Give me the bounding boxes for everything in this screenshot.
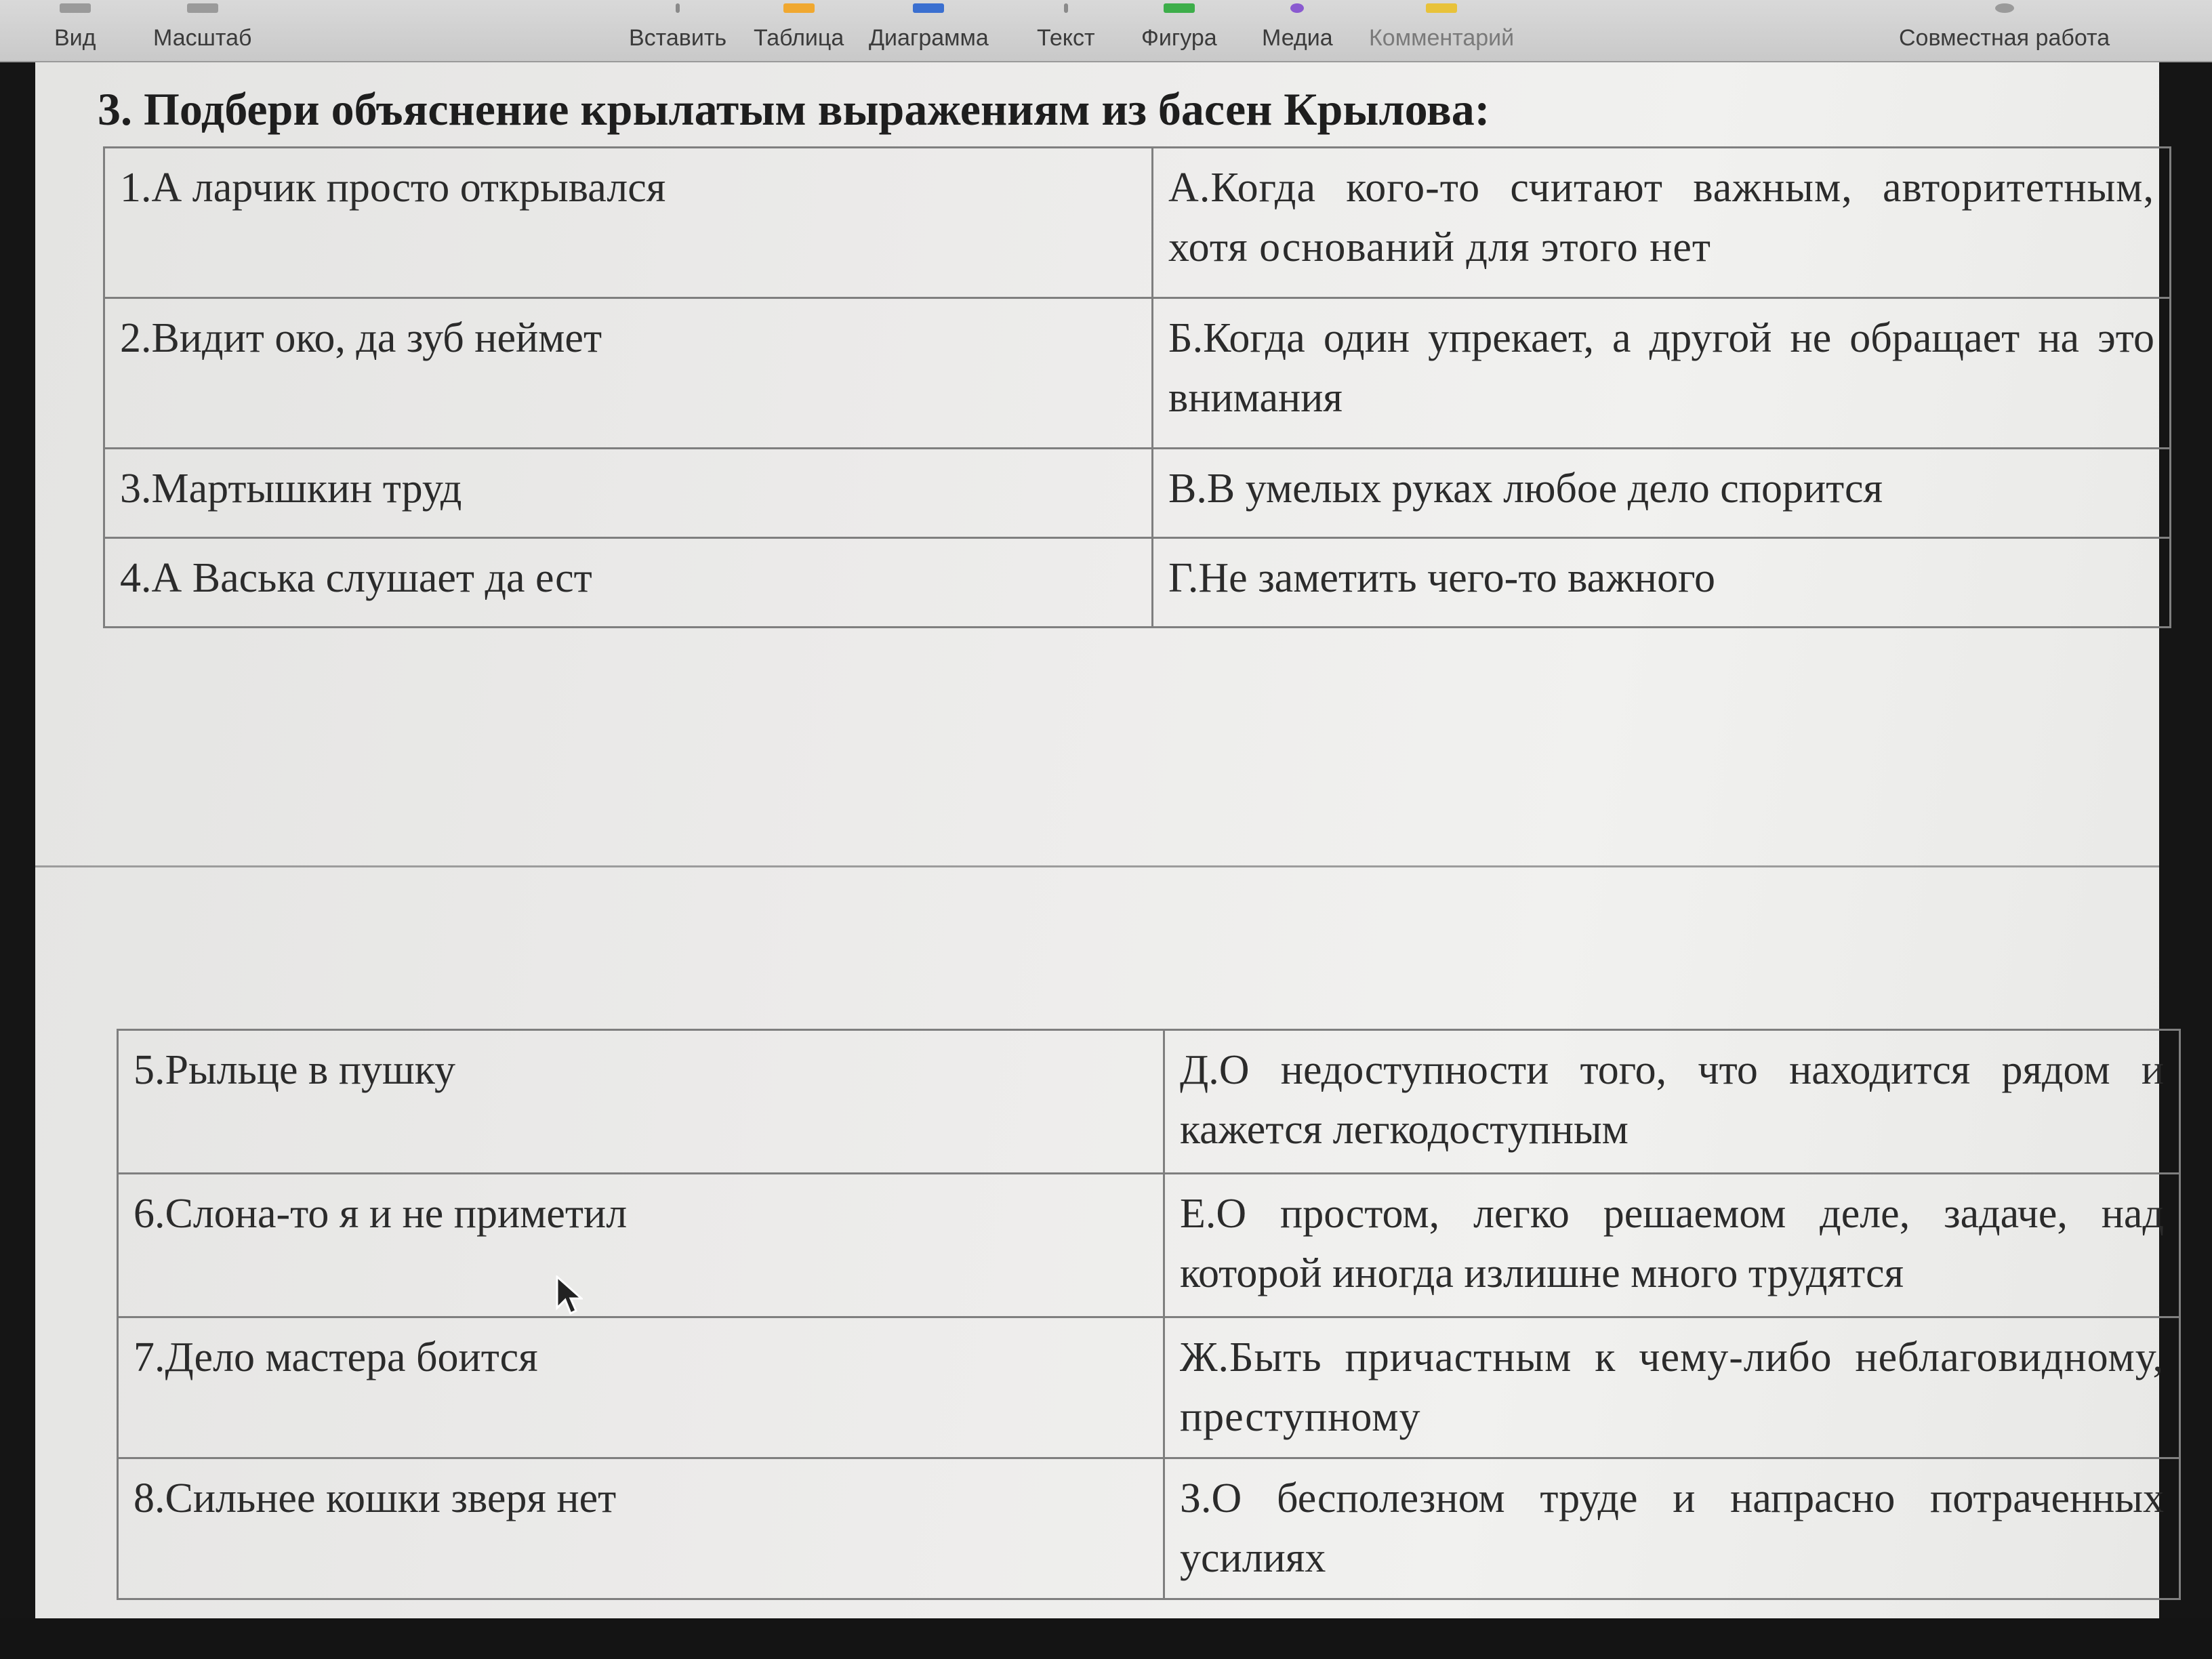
meaning-cell[interactable]: Г.Не заметить чего-то важного (1153, 538, 2171, 628)
mouse-cursor-icon (556, 1275, 583, 1316)
table-icon (783, 3, 815, 13)
insert-label: Вставить (629, 25, 727, 51)
text-icon (1064, 3, 1068, 13)
matching-table-1[interactable] (103, 146, 2171, 628)
phrase-cell[interactable]: 1.А ларчик просто открывался (104, 148, 1153, 298)
table-row (118, 1458, 2180, 1599)
insert-icon (676, 3, 680, 13)
toolbar (0, 0, 2212, 62)
shape-icon (1164, 3, 1195, 13)
table-row (118, 1317, 2180, 1458)
table-row (104, 449, 2171, 538)
collaborate-button[interactable] (1899, 0, 2110, 60)
phrase-cell[interactable]: 3.Мартышкин труд (104, 449, 1153, 538)
phrase-cell[interactable]: 4.А Васька слушает да ест (104, 538, 1153, 628)
media-button[interactable] (1262, 0, 1333, 60)
view-icon (60, 3, 91, 13)
table-row (118, 1030, 2180, 1174)
meaning-cell[interactable]: Д.О недоступности того, что находится рядом и кажется легкодоступным (1164, 1030, 2180, 1174)
chart-label: Диаграмма (869, 25, 989, 51)
phrase-cell[interactable]: 8.Сильнее кошки зверя нет (118, 1458, 1164, 1599)
zoom-icon (187, 3, 218, 13)
document-page[interactable] (35, 62, 2164, 1618)
media-label: Медиа (1262, 25, 1333, 51)
matching-table-2[interactable] (117, 1029, 2181, 1600)
comment-icon (1426, 3, 1457, 13)
table-row (118, 1174, 2180, 1317)
view-label: Вид (54, 25, 96, 51)
page-title: 3. Подбери объяснение крылатым выражениям из басен Крылова: (98, 83, 1490, 135)
table-row (104, 538, 2171, 628)
phrase-cell[interactable]: 6.Слона-то я и не приметил (118, 1174, 1164, 1317)
table-row (104, 298, 2171, 449)
table-row (104, 148, 2171, 298)
text-label: Текст (1037, 25, 1095, 51)
meaning-cell[interactable]: Ж.Быть причастным к чему-либо неблаговидному, преступному (1164, 1317, 2180, 1458)
zoom-button[interactable] (153, 0, 251, 60)
table-label: Таблица (754, 25, 844, 51)
chart-button[interactable] (869, 0, 989, 60)
view-button[interactable] (54, 0, 96, 60)
chart-icon (913, 3, 944, 13)
meaning-cell[interactable]: В.В умелых руках любое дело спорится (1153, 449, 2171, 538)
meaning-cell[interactable]: Б.Когда один упрекает, а другой не обращает на это внимания (1153, 298, 2171, 449)
phrase-cell[interactable]: 2.Видит око, да зуб неймет (104, 298, 1153, 449)
meaning-cell[interactable]: Е.О простом, легко решаемом деле, задаче, над которой иногда излишне много трудятся (1164, 1174, 2180, 1317)
media-icon (1290, 3, 1304, 13)
collaborate-icon (1995, 3, 2014, 13)
meaning-cell[interactable]: А.Когда кого-то считают важным, авторитетным, хотя оснований для этого нет (1153, 148, 2171, 298)
screen-bezel (0, 1618, 2212, 1659)
meaning-cell[interactable]: З.О бесполезном труде и напрасно потраченных усилиях (1164, 1458, 2180, 1599)
collaborate-label: Совместная работа (1899, 25, 2110, 51)
page-divider (35, 865, 2159, 867)
comment-button[interactable] (1369, 0, 1514, 60)
shape-button[interactable] (1141, 0, 1217, 60)
table-button[interactable] (754, 0, 844, 60)
shape-label: Фигура (1141, 25, 1217, 51)
phrase-cell[interactable]: 5.Рыльце в пушку (118, 1030, 1164, 1174)
insert-button[interactable] (629, 0, 726, 60)
zoom-label: Масштаб (153, 25, 252, 51)
comment-label: Комментарий (1369, 25, 1515, 51)
text-button[interactable] (1037, 0, 1095, 60)
phrase-cell[interactable]: 7.Дело мастера боится (118, 1317, 1164, 1458)
